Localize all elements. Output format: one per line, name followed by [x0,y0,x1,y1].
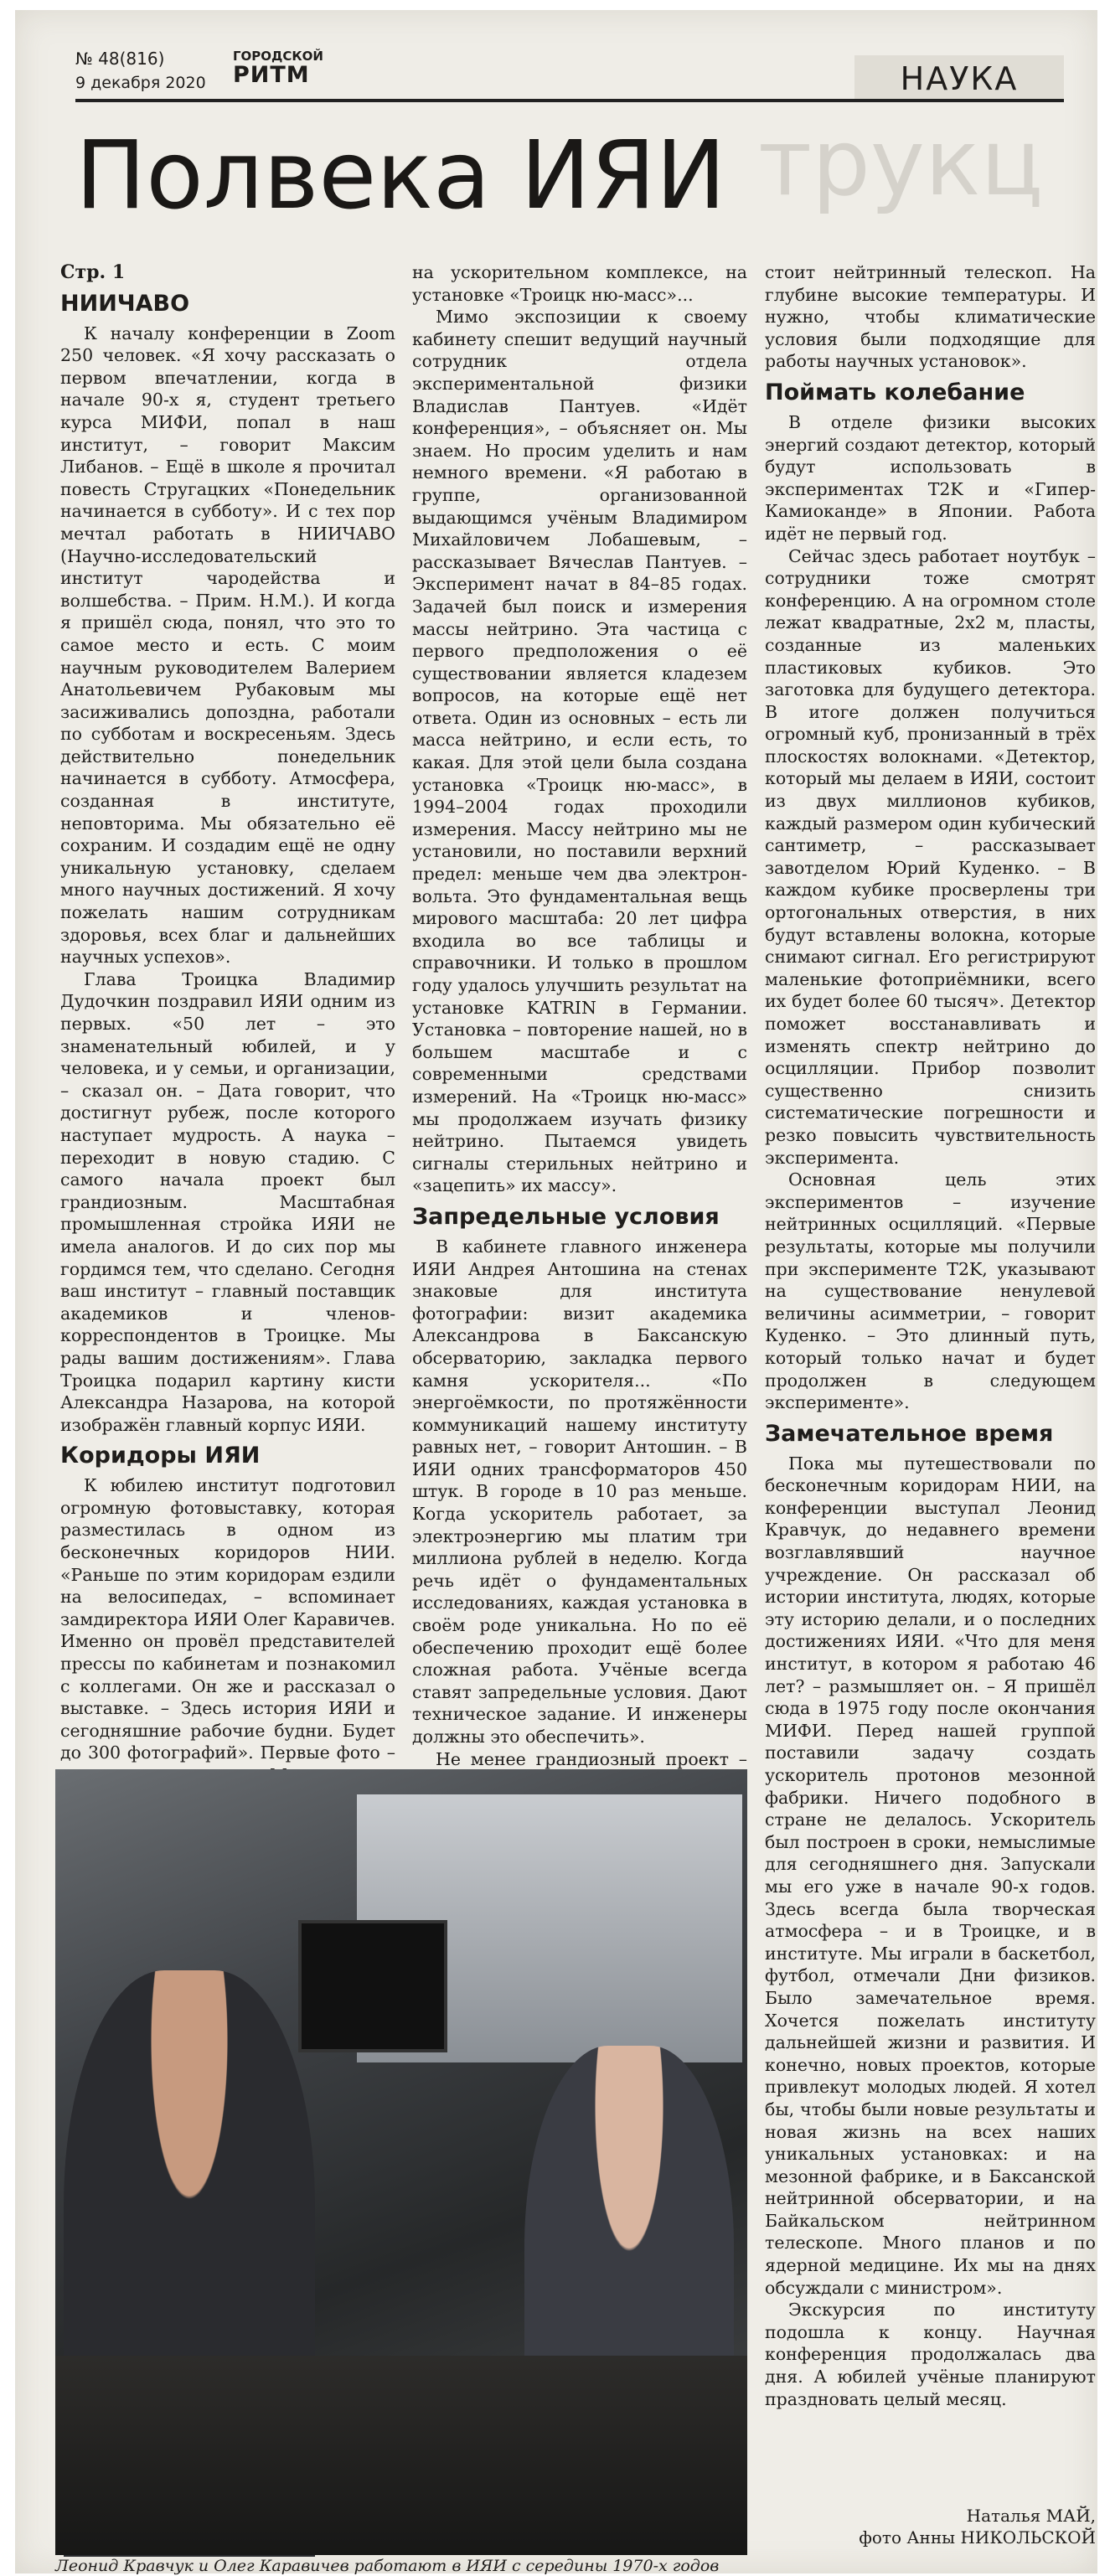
paragraph: К юбилею институт подготовил огромную фотовыставку, которая разместилась в одном из бесконечных коридоров НИИ. «Раньше по этим коридорам ездили на велосипедах, – вспоминает замдиректора ИЯИ Олег Каравичев. Именно он провёл представителей прессы по кабинетам и познакомил с коллегами. Он же и рассказал о выставке. – Здесь история ИЯИ и сегодняшние рабочие будни. Будет до 300 фотографий». Первые фото – [60,1475,395,1763]
paragraph: Глава Троицка Владимир Дудочкин поздравил ИЯИ одним из первых. «50 лет – это знаменательный юбилей, и у человека, и у семьи, и организации, – сказал он. – Дата говорит, что достигнут рубеж, после которого наступает мудрость. А наука – переходит в новую стадию. С самого начала проект был грандиозным. Масштабная промышленная стройка ИЯИ не имела аналогов. И до сих пор мы гордимся тем, что сделано. Сегодня ваш институт – главный поставщик академиков и членов-корреспондентов в Троицке. Мы рады вашим достижениям». Глава Троицка подарил картину кисти Александра Назарова, на которой изображён главный корпус ИЯИ. [60,968,395,1435]
article-photo [55,1769,747,2555]
paragraph: Основная цель этих экспериментов – изучение нейтринных осцилляций. «Первые результаты, которые мы получили при эксперименте T2K, указывают на существование ненулевой величины асимметрии, – говорит Куденко. – Это длинный путь, который только начат и будет продолжен в следующем эксперименте». [765,1169,1096,1413]
article-column-3 [765,261,1096,2506]
article-column-2 [412,261,747,1769]
photo-caption: Леонид Кравчук и Олег Каравичев работают в ИЯИ с середины 1970-х годов [55,2557,720,2575]
page-headline: Полвека ИЯИ [75,121,726,230]
paragraph: Не менее грандиозный проект – [436,1748,747,1769]
photo-monitor [298,1920,447,2052]
paragraph: Пока мы путешествовали по бесконечным коридорам НИИ, на конференции выступал Леонид Кравчук, до недавнего времени возглавлявший научное учреждение. Он рассказал об истории института, людях, которые эту историю делали, и о последних достижениях ИЯИ. «Что для меня институт, в котором я работаю 46 лет? – размышляет он. – Я пришёл сюда в 1975 году после окончания МИФИ. Перед нашей группой поставили задачу создать ускоритель протонов мезонной фабрики. Ничего подобного в стране не делалось. Ускоритель был построен в сроки, немыслимые для сегодняшнего дня. Запускали мы его уже в начале 90-х годов. Здесь всегда была творческая атмосфера – и в Троицке, и в институте. Мы играли в баскетбол, футбол, отмечали Дни физиков. Было замечательное время. Хочется пожелать институту дальнейшей жизни и развития. И конечно, новых проектов, которые привлекут молодых людей. Я хотел бы, чтобы были новые результаты и новая жизнь на всех наших уникальных установках: и на мезонной фабрике, и в Баксанской нейтринной обсерватории, и на Байкальском нейтринном телескопе. Много планов и по ядерной медицине. Их мы на днях обсуждали с министром». [765,1453,1096,2298]
issue-date: 9 декабря 2020 [75,74,206,92]
paragraph: Сейчас здесь работает ноутбук – сотрудники тоже смотрят конференцию. А на огромном столе лежат квадратные, 2х2 м, пласты, созданные из маленьких пластиковых кубиков. Это заготовка для будущего детектора. В итоге должен получиться огромный куб, пронизанный в трёх плоскостях волокнами. «Детектор, который мы делаем в ИЯИ, состоит из двух миллионов кубиков, каждый размером один кубический сантиметр, – рассказывает завотделом Юрий Куденко. – В каждом кубике просверлены три ортогональных отверстия, в них будут вставлены волокна, которые снимают сигнал. Его регистрируют маленькие фотоприёмники, всего их будет более 60 тысяч». Детектор поможет восстанавливать и изменять спектр нейтрино до осцилляции. Прибор позволит существенно снизить систематические погрешности и резко повысить чувствительность эксперимента. [765,545,1096,1168]
issue-number: № 48(816) [75,49,165,69]
masthead-rule [75,99,1064,102]
paragraph: стоит нейтринный телескоп. На глубине высокие температуры. И нужно, чтобы климатические условия были подходящие для работы научных установок». [765,262,1096,372]
photo-credit: фото Анны НИКОЛЬСКОЙ [859,2527,1096,2548]
subheading-catch-oscillation: Поймать колебание [765,379,1025,405]
subheading-corridors: Коридоры ИЯИ [60,1443,261,1469]
bleed-through-text: трукц [758,109,1044,216]
page-reference: Стр. 1 [60,261,126,283]
paragraph: В кабинете главного инженера ИЯИ Андрея Антошина на стенах знаковые для института фотографии: визит академика Александрова в Баксанскую обсерваторию, закладка первого камня ускорителя... «По энергоёмкости, по протяжённости коммуникаций нашему институту равных нет, – говорит Антошин. – В ИЯИ одних трансформаторов 450 штук. В городе в 10 раз меньше. Когда ускоритель работает, за электроэнергию мы платим три миллиона рублей в неделю. Когда речь идёт о фундаментальных исследованиях, каждая установка в своём роде уникальна. Но по её обеспечению проходит ещё более сложная работа. Учёные всегда ставят запредельные условия. Дают техническое задание. И инженеры должны это обеспечить». [412,1236,747,1747]
subheading-wonderful-time: Замечательное время [765,1420,1054,1447]
subheading-extreme-conditions: Запредельные условия [412,1203,720,1230]
paragraph: Экскурсия по институту подошла к концу. Научная конференция продолжалась два дня. А юбилей учёные планируют праздновать целый месяц. [765,2300,1096,2409]
paragraph: на ускорительном комплексе, на установке «Троицк ню-масс»... [412,262,747,305]
paper-name-sub: ГОРОДСКОЙ [233,49,323,64]
article-column-1 [60,261,395,1769]
paper-name: РИТМ [233,62,310,88]
author-name: Наталья МАЙ, [966,2506,1096,2526]
section-tag: НАУКА [854,55,1064,102]
photo-desk [55,2356,747,2555]
paragraph: В отделе физики высоких энергий создают детектор, который будут использовать в экспериментах T2K и «Гипер-Камиоканде» в Японии. Работа идёт не первый год. [765,411,1096,544]
paragraph: Мимо экспозиции к своему кабинету спешит ведущий научный сотрудник отдела экспериментальной физики Владислав Пантуев. «Идёт конференция», – объясняет он. Мы знаем. Но просим уделить и нам немного времени. «Я работаю в группе, организованной выдающимся учёным Владимиром Михайловичем Лобашевым, – рассказывает Вячеслав Пантуев. – Эксперимент начат в 84–85 годах. Задачей был поиск и измерения массы нейтрино. Эта частица с первого предположения о её существовании является кладезем вопросов, на которые ещё нет ответа. Один из основных – есть ли масса нейтрино, и если есть, то какая. Для этой цели была создана установка «Троицк ню-масс», в 1994–2004 годах проходили измерения. Массу нейтрино мы не установили, но поставили верхний предел: меньше чем два электрон-вольта. Это фундаментальная вещь мирового масштаба: 20 лет цифра входила во все таблицы и справочники. И только в прошлом году удалось улучшить результат на установке KATRIN в Германии. Установка – повторение нашей, но в большем масштабе и с современными средствами измерений. На «Троицк ню-масс» мы продолжаем изучать физику нейтрино. Пытаемся увидеть сигналы стерильных нейтрино и «зацепить» их массу». [412,307,747,1196]
paragraph: К началу конференции в Zoom 250 человек. «Я хочу рассказать о первом впечатлении, когда в начале 90-х я, студент третьего курса МИФИ, попал в наш институт, – говорит Максим Либанов. – Ещё в школе я прочитал повесть Стругацких «Понедельник начинается в субботу». И с тех пор мечтал работать в НИИЧАВО (Научно-исследовательский институт чародейства и волшебства. – Прим. Н.М.). И когда я пришёл сюда, понял, что это то самое место и есть. С моим научным руководителем Валерием Анатольевичем Рубаковым мы засиживались допоздна, работали по субботам и воскресеньям. Здесь действительно понедельник начинается в субботу. Атмосфера, созданная в институте, неповторима. Мы обязательно её сохраним. И создадим ещё не одну уникальную установку, сделаем много научных достижений. Я хочу пожелать нашим сотрудникам здоровья, всех благ и дальнейших научных успехов». [60,323,395,968]
subheading-niichavo: НИИЧАВО [60,290,190,317]
author-credit [765,2505,1096,2548]
